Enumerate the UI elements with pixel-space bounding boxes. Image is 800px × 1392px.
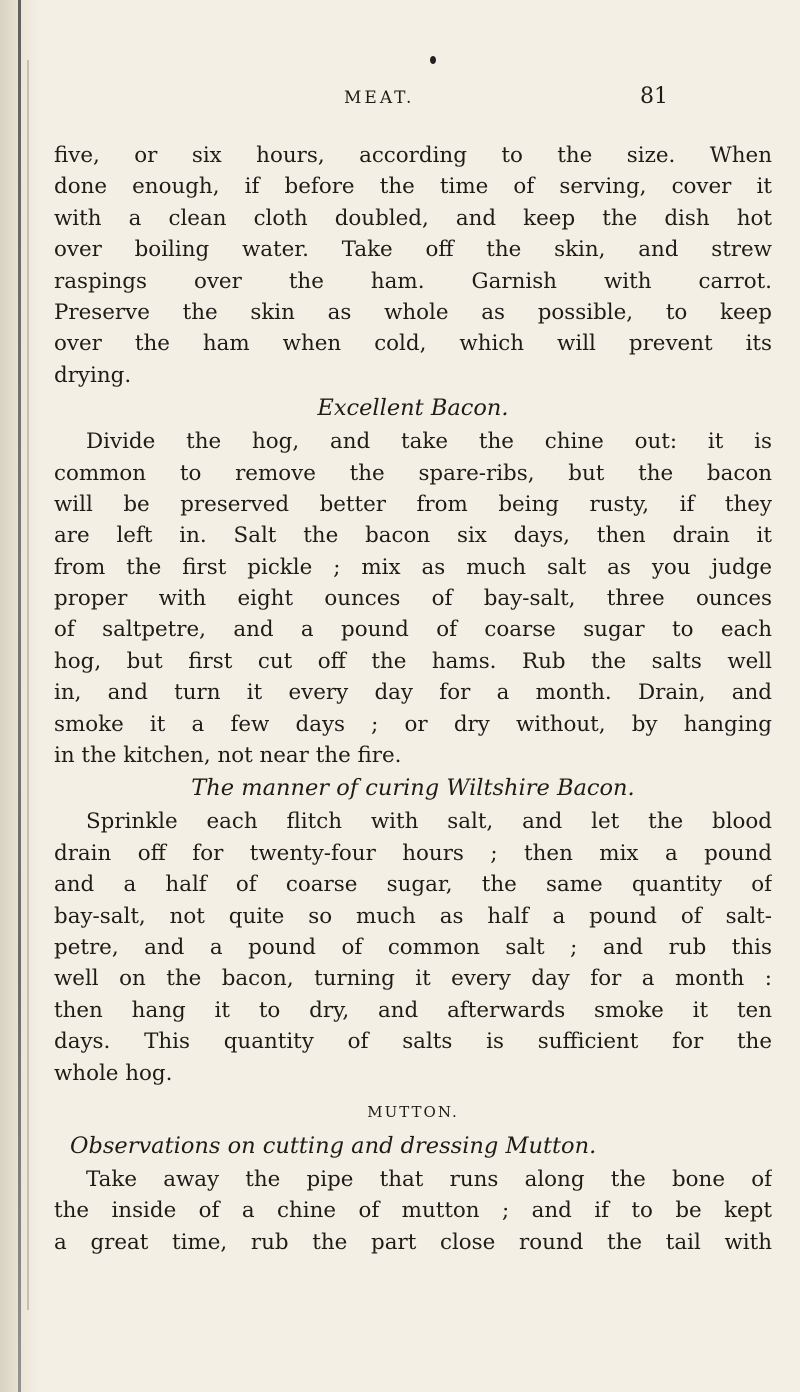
binding-edge-inner	[27, 60, 29, 1310]
heading-mutton-observations: Observations on cutting and dressing Mutton.	[70, 1132, 597, 1159]
running-head	[0, 84, 800, 114]
heading-excellent-bacon: Excellent Bacon.	[317, 395, 509, 422]
page-number: 81	[640, 84, 668, 109]
text-line: days. This quantity of salts is sufficient for the	[54, 1029, 772, 1055]
text-line: are left in. Salt the bacon six days, then drain it	[54, 523, 772, 549]
text-line: proper with eight ounces of bay-salt, three ounces	[54, 586, 772, 612]
section-title-mutton: MUTTON.	[367, 1102, 459, 1121]
ink-mark	[430, 56, 436, 64]
heading-wiltshire-bacon: The manner of curing Wiltshire Bacon.	[191, 775, 635, 802]
binding-edge	[18, 0, 21, 1392]
page-body	[54, 140, 772, 1258]
text-line: Preserve the skin as whole as possible, to keep	[54, 299, 772, 325]
text-line: drying.	[54, 362, 132, 388]
paragraph-ham-serving	[54, 140, 772, 391]
text-line: bay-salt, not quite so much as half a pound of salt-	[54, 903, 772, 929]
text-line: hog, but first cut off the hams. Rub the salts well	[54, 648, 772, 674]
paragraph-mutton	[54, 1164, 772, 1258]
text-line: in the kitchen, not near the fire.	[54, 743, 402, 769]
text-line: five, or six hours, according to the size. When	[54, 143, 772, 168]
text-line: the inside of a chine of mutton ; and if to be kept	[54, 1198, 772, 1224]
text-line: will be preserved better from being rusty, if they	[54, 491, 772, 517]
paragraph-wiltshire-bacon	[54, 806, 772, 1089]
text-line: with a clean cloth doubled, and keep the dish hot	[54, 205, 772, 231]
text-line: smoke it a few days ; or dry without, by hanging	[54, 711, 772, 737]
text-line: a great time, rub the part close round the tail with	[54, 1229, 772, 1255]
text-line: Divide the hog, and take the chine out: it is	[86, 429, 772, 455]
running-title: MEAT.	[344, 88, 415, 108]
text-line: raspings over the ham. Garnish with carrot.	[54, 268, 772, 294]
text-line: done enough, if before the time of serving, cover it	[54, 174, 772, 200]
text-line: in, and turn it every day for a month. Drain, and	[54, 680, 772, 706]
text-line: and a half of coarse sugar, the same quantity of	[54, 872, 772, 898]
text-line: Sprinkle each flitch with salt, and let the blood	[86, 809, 772, 835]
text-line: drain off for twenty-four hours ; then mix a pound	[54, 840, 772, 866]
text-line: well on the bacon, turning it every day for a month :	[54, 966, 772, 992]
text-line: petre, and a pound of common salt ; and rub this	[54, 934, 772, 960]
text-line: whole hog.	[54, 1060, 173, 1086]
text-line: then hang it to dry, and afterwards smoke it ten	[54, 997, 772, 1023]
text-line: from the first pickle ; mix as much salt as you judge	[54, 554, 772, 580]
text-line: common to remove the spare-ribs, but the bacon	[54, 460, 772, 486]
paragraph-excellent-bacon	[54, 426, 772, 771]
text-line: of saltpetre, and a pound of coarse sugar to each	[54, 617, 772, 643]
text-line: over the ham when cold, which will prevent its	[54, 331, 772, 357]
text-line: Take away the pipe that runs along the bone of	[86, 1166, 772, 1192]
text-line: over boiling water. Take off the skin, and strew	[54, 237, 772, 263]
